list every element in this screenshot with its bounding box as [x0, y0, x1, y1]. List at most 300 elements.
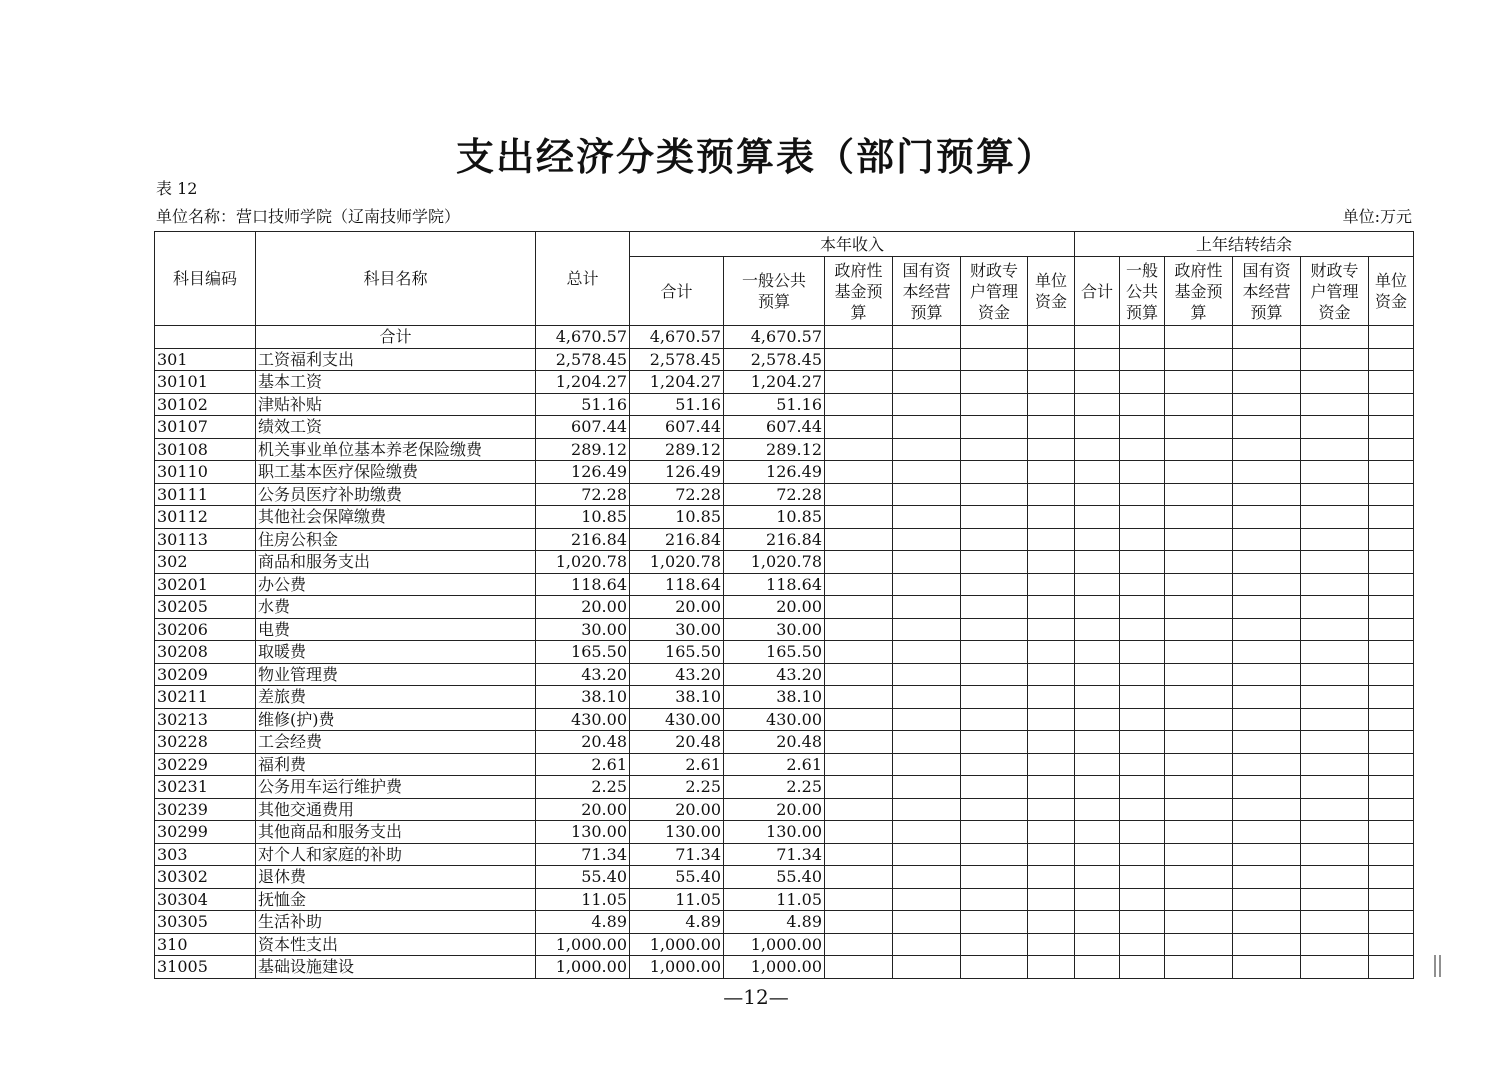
cell-empty	[1233, 506, 1301, 529]
cell-name: 退休费	[256, 866, 536, 889]
cell-empty	[1165, 371, 1233, 394]
header-current-special-account: 财政专户管理资金	[961, 257, 1028, 326]
cell-code: 30206	[155, 618, 256, 641]
cell-empty	[1120, 686, 1165, 709]
cell-empty	[1165, 731, 1233, 754]
cell-total: 11.05	[536, 888, 630, 911]
cell-empty	[1369, 843, 1414, 866]
cell-empty	[1369, 866, 1414, 889]
cell-sum: 2.25	[630, 776, 724, 799]
cell-empty	[1165, 438, 1233, 461]
cell-code: 302	[155, 551, 256, 574]
cell-empty	[1233, 888, 1301, 911]
cell-general: 2,578.45	[724, 348, 825, 371]
cell-empty	[1369, 438, 1414, 461]
cell-empty	[1028, 506, 1075, 529]
table-row	[155, 843, 1414, 866]
cell-empty	[1075, 933, 1120, 956]
cell-empty	[1028, 956, 1075, 979]
cell-total: 430.00	[536, 708, 630, 731]
cell-total: 165.50	[536, 641, 630, 664]
cell-empty	[1120, 461, 1165, 484]
cell-empty	[1028, 348, 1075, 371]
cell-empty	[1028, 731, 1075, 754]
cell-empty	[1165, 753, 1233, 776]
table-row	[155, 663, 1414, 686]
cell-empty	[1028, 393, 1075, 416]
cell-empty	[893, 708, 961, 731]
cell-empty	[1120, 753, 1165, 776]
cell-empty	[1075, 461, 1120, 484]
cell-total: 130.00	[536, 821, 630, 844]
cell-empty	[1369, 393, 1414, 416]
cell-empty	[825, 821, 893, 844]
cell-code: 30112	[155, 506, 256, 529]
cell-general: 72.28	[724, 483, 825, 506]
cell-empty	[1301, 528, 1369, 551]
cell-code: 30305	[155, 911, 256, 934]
cell-empty	[893, 731, 961, 754]
cell-sum: 20.00	[630, 798, 724, 821]
cell-empty	[825, 866, 893, 889]
cell-name: 福利费	[256, 753, 536, 776]
table-row	[155, 888, 1414, 911]
cell-empty	[893, 933, 961, 956]
cell-empty	[1165, 348, 1233, 371]
cell-sum: 2,578.45	[630, 348, 724, 371]
cell-empty	[1120, 528, 1165, 551]
table-row	[155, 416, 1414, 439]
cell-empty	[1369, 573, 1414, 596]
cell-empty	[1233, 911, 1301, 934]
cell-empty	[1028, 551, 1075, 574]
cell-empty	[825, 731, 893, 754]
cell-empty	[1369, 933, 1414, 956]
cell-empty	[1075, 326, 1120, 349]
cell-empty	[893, 866, 961, 889]
cell-empty	[1369, 888, 1414, 911]
cell-name: 公务员医疗补助缴费	[256, 483, 536, 506]
cell-empty	[1301, 843, 1369, 866]
header-carryover: 上年结转结余	[1075, 232, 1414, 257]
cell-empty	[1369, 371, 1414, 394]
cell-empty	[1028, 686, 1075, 709]
cell-general: 4.89	[724, 911, 825, 934]
cell-total: 1,204.27	[536, 371, 630, 394]
cell-general: 430.00	[724, 708, 825, 731]
table-row	[155, 641, 1414, 664]
cell-code: 30113	[155, 528, 256, 551]
cell-empty	[825, 506, 893, 529]
cell-empty	[1120, 708, 1165, 731]
table-row	[155, 393, 1414, 416]
cell-empty	[1120, 911, 1165, 934]
cell-general: 2.25	[724, 776, 825, 799]
cell-code	[155, 326, 256, 349]
cell-name: 维修(护)费	[256, 708, 536, 731]
cell-empty	[1075, 416, 1120, 439]
cell-total: 20.48	[536, 731, 630, 754]
cell-empty	[893, 416, 961, 439]
cell-empty	[961, 641, 1028, 664]
cell-empty	[1028, 483, 1075, 506]
cell-empty	[1120, 393, 1165, 416]
cell-empty	[1301, 596, 1369, 619]
cell-sum: 55.40	[630, 866, 724, 889]
cell-empty	[1165, 843, 1233, 866]
cell-sum: 289.12	[630, 438, 724, 461]
header-carry-state-capital: 国有资本经营预算	[1233, 257, 1301, 326]
cell-empty	[1165, 776, 1233, 799]
cell-empty	[825, 798, 893, 821]
cell-empty	[893, 843, 961, 866]
cell-general: 38.10	[724, 686, 825, 709]
cell-empty	[961, 663, 1028, 686]
table-row	[155, 461, 1414, 484]
cell-empty	[1301, 731, 1369, 754]
cell-name: 生活补助	[256, 911, 536, 934]
cell-empty	[1233, 776, 1301, 799]
cell-empty	[825, 753, 893, 776]
cell-code: 30111	[155, 483, 256, 506]
cell-code: 30102	[155, 393, 256, 416]
cell-empty	[1120, 483, 1165, 506]
table-row	[155, 438, 1414, 461]
header-name: 科目名称	[256, 232, 536, 326]
table-row	[155, 686, 1414, 709]
cell-empty	[1369, 416, 1414, 439]
cell-empty	[1028, 326, 1075, 349]
table-row	[155, 483, 1414, 506]
cell-sum: 4,670.57	[630, 326, 724, 349]
cell-code: 30107	[155, 416, 256, 439]
cell-empty	[1120, 888, 1165, 911]
cell-empty	[1301, 641, 1369, 664]
cell-empty	[1075, 573, 1120, 596]
cell-empty	[825, 888, 893, 911]
cell-empty	[1075, 438, 1120, 461]
cell-sum: 51.16	[630, 393, 724, 416]
cell-total: 2.25	[536, 776, 630, 799]
cell-empty	[1165, 573, 1233, 596]
cell-empty	[1369, 821, 1414, 844]
cell-name: 抚恤金	[256, 888, 536, 911]
cell-empty	[1165, 933, 1233, 956]
cell-empty	[1075, 393, 1120, 416]
cell-total: 20.00	[536, 798, 630, 821]
cell-general: 20.00	[724, 596, 825, 619]
cell-name: 基础设施建设	[256, 956, 536, 979]
cell-empty	[1301, 461, 1369, 484]
cell-name: 物业管理费	[256, 663, 536, 686]
cell-empty	[961, 573, 1028, 596]
cell-empty	[825, 326, 893, 349]
cell-empty	[1120, 866, 1165, 889]
cell-empty	[893, 573, 961, 596]
cell-empty	[1233, 663, 1301, 686]
cell-empty	[893, 551, 961, 574]
cell-empty	[893, 461, 961, 484]
cell-general: 2.61	[724, 753, 825, 776]
cell-empty	[961, 686, 1028, 709]
cell-code: 30299	[155, 821, 256, 844]
cell-empty	[825, 461, 893, 484]
cell-empty	[1028, 663, 1075, 686]
table-number: 表 12	[156, 179, 198, 198]
cell-total: 1,020.78	[536, 551, 630, 574]
cell-total: 216.84	[536, 528, 630, 551]
cell-empty	[825, 528, 893, 551]
cell-empty	[1028, 866, 1075, 889]
cell-empty	[1120, 551, 1165, 574]
cell-empty	[1028, 821, 1075, 844]
cell-empty	[1120, 596, 1165, 619]
cell-empty	[1369, 483, 1414, 506]
cell-empty	[893, 596, 961, 619]
cell-empty	[1075, 483, 1120, 506]
cell-empty	[1233, 686, 1301, 709]
cell-empty	[1369, 641, 1414, 664]
cell-empty	[1075, 888, 1120, 911]
cell-code: 30208	[155, 641, 256, 664]
cell-sum: 38.10	[630, 686, 724, 709]
cell-empty	[1120, 663, 1165, 686]
cell-name: 基本工资	[256, 371, 536, 394]
cell-empty	[893, 641, 961, 664]
cell-empty	[1165, 956, 1233, 979]
header-carry-special-account: 财政专户管理资金	[1301, 257, 1369, 326]
cell-sum: 126.49	[630, 461, 724, 484]
table-row	[155, 956, 1414, 979]
cell-sum: 43.20	[630, 663, 724, 686]
cell-name: 差旅费	[256, 686, 536, 709]
table-row	[155, 798, 1414, 821]
cell-empty	[961, 528, 1028, 551]
cell-total: 30.00	[536, 618, 630, 641]
cell-empty	[1075, 843, 1120, 866]
cell-empty	[893, 911, 961, 934]
cell-empty	[1165, 416, 1233, 439]
cell-empty	[961, 911, 1028, 934]
cell-empty	[1120, 573, 1165, 596]
cell-empty	[1028, 753, 1075, 776]
cell-empty	[825, 708, 893, 731]
cell-empty	[1120, 798, 1165, 821]
cell-empty	[825, 393, 893, 416]
cell-empty	[1028, 573, 1075, 596]
cell-empty	[1165, 866, 1233, 889]
cell-name: 商品和服务支出	[256, 551, 536, 574]
cell-empty	[1301, 956, 1369, 979]
cell-empty	[825, 843, 893, 866]
cell-empty	[825, 348, 893, 371]
cell-empty	[1369, 776, 1414, 799]
cell-empty	[1233, 731, 1301, 754]
cell-empty	[1075, 821, 1120, 844]
cell-empty	[825, 483, 893, 506]
cell-empty	[1301, 416, 1369, 439]
cell-total: 72.28	[536, 483, 630, 506]
cell-empty	[1120, 371, 1165, 394]
cell-name: 资本性支出	[256, 933, 536, 956]
cell-code: 30213	[155, 708, 256, 731]
header-carry-sum: 合计	[1075, 257, 1120, 326]
cell-sum: 607.44	[630, 416, 724, 439]
table-row	[155, 551, 1414, 574]
cell-empty	[1075, 641, 1120, 664]
cell-total: 118.64	[536, 573, 630, 596]
cell-code: 310	[155, 933, 256, 956]
cell-sum: 1,204.27	[630, 371, 724, 394]
cell-empty	[1120, 326, 1165, 349]
cell-empty	[825, 573, 893, 596]
cell-empty	[1028, 528, 1075, 551]
cell-empty	[961, 866, 1028, 889]
cell-empty	[1233, 866, 1301, 889]
header-current-unit-funds: 单位资金	[1028, 257, 1075, 326]
cell-name: 工会经费	[256, 731, 536, 754]
cell-empty	[1028, 416, 1075, 439]
header-carry-gov-fund: 政府性基金预算	[1165, 257, 1233, 326]
cell-empty	[1028, 618, 1075, 641]
cell-total: 1,000.00	[536, 956, 630, 979]
cell-empty	[1369, 911, 1414, 934]
header-current-general: 一般公共预算	[724, 257, 825, 326]
cell-empty	[1028, 776, 1075, 799]
cell-empty	[1369, 663, 1414, 686]
currency-unit: 单位:万元	[1342, 207, 1412, 226]
cell-empty	[1233, 371, 1301, 394]
cell-empty	[1301, 776, 1369, 799]
cell-empty	[1233, 596, 1301, 619]
cell-empty	[1165, 506, 1233, 529]
cell-empty	[1369, 596, 1414, 619]
cell-empty	[825, 933, 893, 956]
cell-empty	[1301, 551, 1369, 574]
table-row	[155, 348, 1414, 371]
cell-empty	[893, 776, 961, 799]
cell-empty	[1028, 461, 1075, 484]
cell-empty	[1165, 888, 1233, 911]
cell-general: 130.00	[724, 821, 825, 844]
cell-empty	[1301, 821, 1369, 844]
cell-empty	[1165, 551, 1233, 574]
cell-general: 55.40	[724, 866, 825, 889]
table-row	[155, 776, 1414, 799]
cell-code: 30239	[155, 798, 256, 821]
cell-name: 其他社会保障缴费	[256, 506, 536, 529]
cell-general: 1,000.00	[724, 956, 825, 979]
cell-empty	[1165, 528, 1233, 551]
cell-sum: 4.89	[630, 911, 724, 934]
cell-empty	[961, 798, 1028, 821]
cell-code: 31005	[155, 956, 256, 979]
cell-empty	[893, 686, 961, 709]
table-row	[155, 933, 1414, 956]
cell-empty	[1301, 753, 1369, 776]
cell-total: 38.10	[536, 686, 630, 709]
cell-total: 2,578.45	[536, 348, 630, 371]
cell-name: 对个人和家庭的补助	[256, 843, 536, 866]
cell-general: 51.16	[724, 393, 825, 416]
cell-empty	[1233, 573, 1301, 596]
cell-empty	[1165, 596, 1233, 619]
cell-name: 电费	[256, 618, 536, 641]
cell-empty	[1075, 686, 1120, 709]
cell-empty	[1233, 528, 1301, 551]
cell-empty	[1233, 753, 1301, 776]
cell-total: 55.40	[536, 866, 630, 889]
cell-empty	[825, 596, 893, 619]
cell-empty	[1301, 506, 1369, 529]
cell-empty	[893, 528, 961, 551]
cell-empty	[1075, 731, 1120, 754]
cell-empty	[1120, 843, 1165, 866]
cell-empty	[1075, 596, 1120, 619]
cell-empty	[1075, 798, 1120, 821]
cell-empty	[1165, 798, 1233, 821]
cell-sum: 71.34	[630, 843, 724, 866]
cell-empty	[1369, 798, 1414, 821]
unit-name: 单位名称：营口技师学院（辽南技师学院）	[156, 207, 461, 226]
cell-empty	[1233, 416, 1301, 439]
cell-name: 水费	[256, 596, 536, 619]
cell-empty	[1233, 393, 1301, 416]
header-current-sum: 合计	[630, 257, 724, 326]
table-row	[155, 326, 1414, 349]
cell-empty	[825, 438, 893, 461]
cell-empty	[825, 371, 893, 394]
cell-empty	[1165, 686, 1233, 709]
cell-empty	[1369, 348, 1414, 371]
cell-general: 1,204.27	[724, 371, 825, 394]
cell-name: 住房公积金	[256, 528, 536, 551]
cell-empty	[893, 888, 961, 911]
cell-empty	[825, 911, 893, 934]
cell-empty	[1301, 888, 1369, 911]
cell-sum: 118.64	[630, 573, 724, 596]
cell-empty	[893, 506, 961, 529]
cell-empty	[1301, 686, 1369, 709]
cell-empty	[1369, 956, 1414, 979]
cell-general: 165.50	[724, 641, 825, 664]
cell-code: 30302	[155, 866, 256, 889]
cell-empty	[1369, 461, 1414, 484]
cell-empty	[961, 416, 1028, 439]
cell-general: 71.34	[724, 843, 825, 866]
cell-empty	[893, 326, 961, 349]
cell-empty	[1120, 416, 1165, 439]
cell-empty	[961, 731, 1028, 754]
cell-empty	[1301, 393, 1369, 416]
cell-code: 30211	[155, 686, 256, 709]
cell-empty	[1075, 911, 1120, 934]
header-current-gov-fund: 政府性基金预算	[825, 257, 893, 326]
cell-empty	[1369, 326, 1414, 349]
cell-empty	[961, 956, 1028, 979]
cell-empty	[1301, 348, 1369, 371]
header-code: 科目编码	[155, 232, 256, 326]
cell-empty	[1028, 888, 1075, 911]
table-body	[155, 326, 1414, 979]
cell-empty	[1120, 438, 1165, 461]
table-row	[155, 911, 1414, 934]
cell-total: 10.85	[536, 506, 630, 529]
cell-empty	[825, 641, 893, 664]
cell-empty	[1165, 393, 1233, 416]
table-row	[155, 866, 1414, 889]
cell-empty	[1233, 618, 1301, 641]
